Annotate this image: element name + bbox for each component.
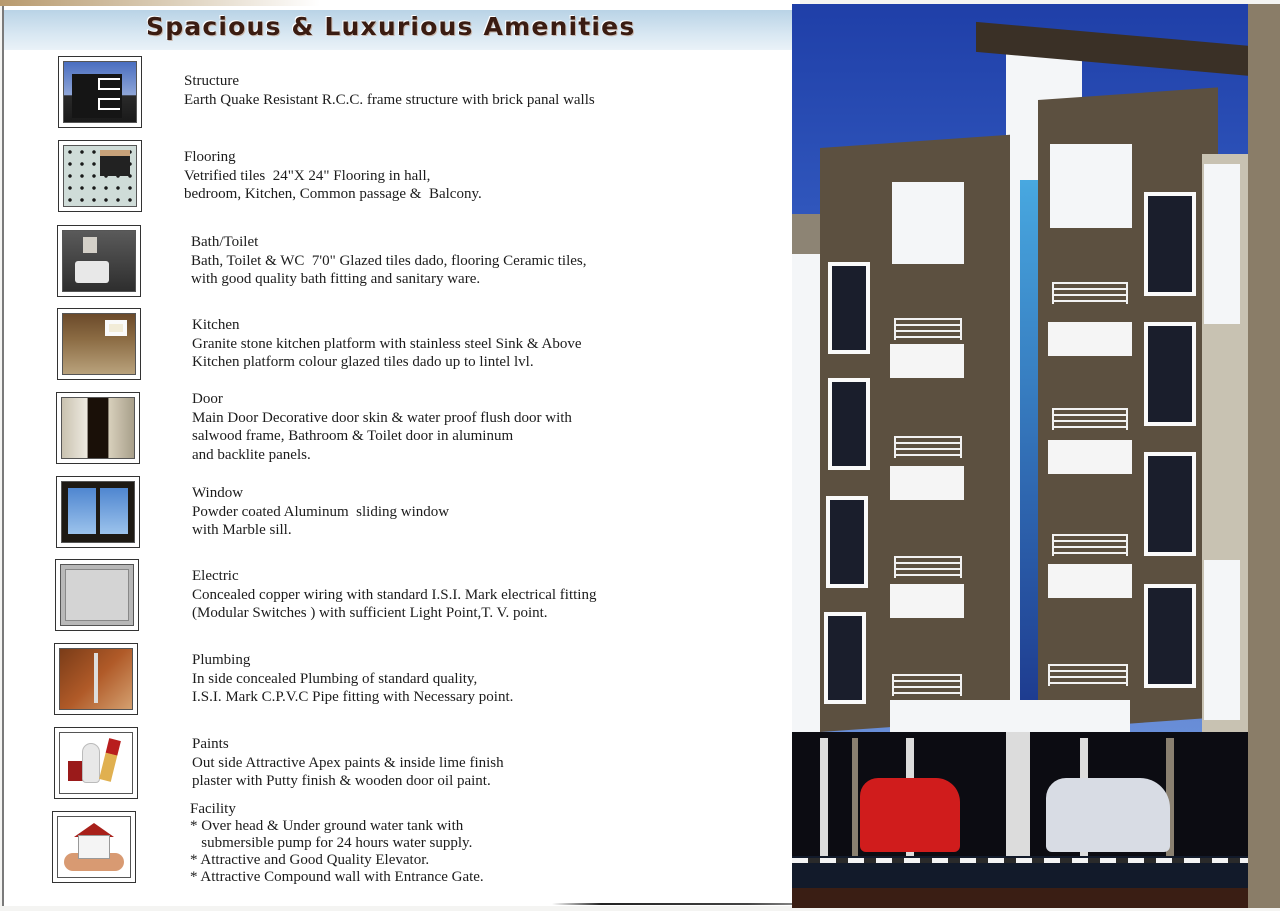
amenity-text [190, 801, 484, 886]
page-bottom-rule [552, 903, 796, 905]
paint-brush-figure-icon [54, 727, 138, 799]
amenity-line: * Over head & Under ground water tank with [190, 818, 464, 834]
amenity-line: salwood frame, Bathroom & Toilet door in aluminum [192, 428, 514, 444]
amenity-line: Powder coated Aluminum sliding window [192, 503, 450, 520]
amenity-line: Granite stone kitchen platform with stainless steel Sink & Above [192, 335, 582, 352]
glass-facade-strip [1020, 180, 1038, 700]
building-photo-icon [58, 56, 142, 128]
plumbing-photo-icon [54, 643, 138, 715]
page-edge-strip [1248, 4, 1280, 908]
amenity-line: Out side Attractive Apex paints & inside lime finish [192, 754, 504, 771]
amenity-heading: Structure [184, 73, 239, 89]
amenity-line: with good quality bath fitting and sanitary ware. [191, 271, 481, 287]
amenity-heading: Kitchen [192, 317, 240, 333]
road-kerb-marking [792, 858, 1250, 863]
amenity-heading: Electric [192, 568, 239, 584]
amenity-text [192, 651, 513, 707]
red-car [860, 778, 960, 852]
white-car [1046, 778, 1170, 852]
door-photo-icon [56, 392, 140, 464]
house-in-hands-icon [52, 811, 136, 883]
amenity-line: Kitchen platform colour glazed tiles dado up to lintel lvl. [192, 354, 534, 370]
amenity-line: submersible pump for 24 hours water supply. [190, 835, 473, 851]
window-photo-icon [56, 476, 140, 548]
amenity-line: Vetrified tiles 24"X 24" Flooring in hall, [184, 167, 431, 184]
amenity-line: plaster with Putty finish & wooden door oil paint. [192, 773, 491, 789]
amenity-heading: Window [192, 485, 244, 501]
amenity-line: Bath, Toilet & WC 7'0" Glazed tiles dado, flooring Ceramic tiles, [191, 252, 587, 269]
amenities-panel [2, 6, 798, 906]
amenity-text [192, 484, 449, 540]
tiled-floor-photo-icon [58, 140, 142, 212]
switchboard-photo-icon [55, 559, 139, 631]
amenity-line: and backlite panels. [192, 446, 311, 463]
amenity-line: In side concealed Plumbing of standard quality, [192, 670, 478, 687]
amenity-line: bedroom, Kitchen, Common passage & Balcony. [184, 186, 482, 202]
amenity-line: (Modular Switches ) with sufficient Light Point,T. V. point. [192, 605, 548, 621]
amenity-line: Earth Quake Resistant R.C.C. frame structure with brick panal walls [184, 91, 595, 108]
bathroom-photo-icon [57, 225, 141, 297]
amenity-line: Main Door Decorative door skin & water proof flush door with [192, 409, 572, 426]
amenity-heading: Facility [190, 801, 236, 817]
amenity-heading: Door [192, 391, 223, 407]
kitchen-photo-icon [57, 308, 141, 380]
amenity-text [184, 148, 482, 204]
amenity-text [192, 390, 572, 464]
amenity-heading: Paints [192, 736, 229, 752]
amenity-line: * Attractive Compound wall with Entrance Gate. [190, 869, 484, 885]
building-render-image [792, 4, 1280, 908]
amenity-text [192, 316, 582, 372]
amenity-heading: Flooring [184, 149, 236, 165]
road-edge [792, 888, 1250, 908]
amenity-line: I.S.I. Mark C.P.V.C Pipe fitting with Necessary point. [192, 689, 514, 705]
amenity-text [191, 233, 586, 289]
amenity-heading: Plumbing [192, 652, 251, 668]
amenity-heading: Bath/Toilet [191, 234, 259, 250]
amenity-line: with Marble sill. [192, 522, 292, 538]
amenity-text [192, 735, 504, 791]
amenity-line: * Attractive and Good Quality Elevator. [190, 852, 430, 868]
amenity-text [184, 72, 595, 109]
amenity-line: Concealed copper wiring with standard I.S.I. Mark electrical fitting [192, 586, 597, 603]
amenity-text [192, 567, 596, 623]
page-title: Spacious & Luxurious Amenities [146, 12, 636, 41]
